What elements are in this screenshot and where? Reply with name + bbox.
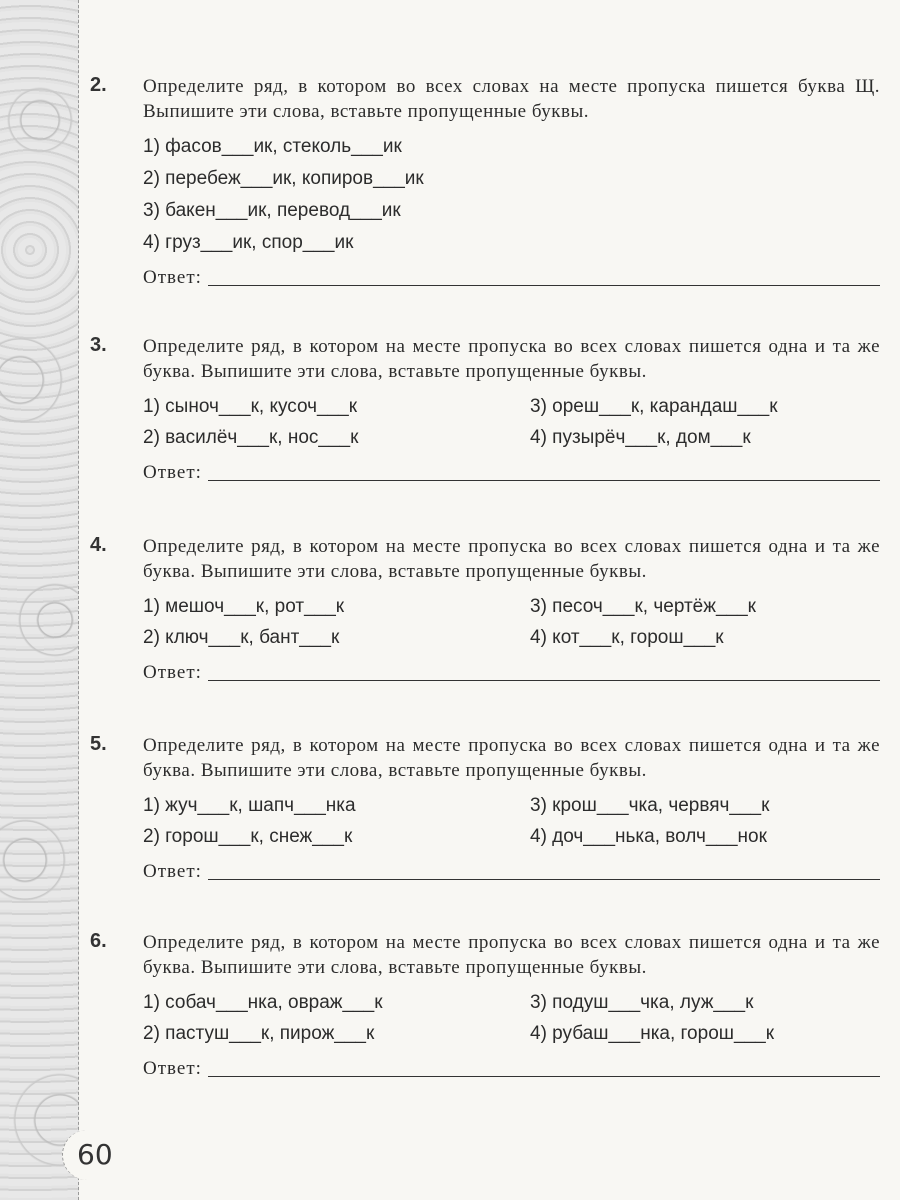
answer-line[interactable] [208,1076,880,1077]
task-4 [90,534,880,684]
answer-line[interactable] [208,680,880,681]
option: 3) песоч___к, чертёж___к [530,596,756,617]
option: 4) пузырёч___к, дом___к [530,427,751,448]
task-number: 4. [90,534,107,556]
answer-line[interactable] [208,480,880,481]
option: 2) горош___к, снеж___к [143,826,353,847]
option: 4) кот___к, горош___к [530,627,724,648]
option: 1) сыноч___к, кусоч___к [143,396,358,417]
option: 4) груз___ик, спор___ик [143,232,354,253]
answer-field[interactable] [143,462,880,484]
decorative-swirl-border [0,0,79,1200]
options [143,990,880,1046]
option: 3) бакен___ик, перевод___ик [143,200,401,221]
task-question: Определите ряд, в котором на месте пропуска во всех словах пишется одна и та же буква. Выпишите эти слова, вставьте пропущенные буквы. [143,735,880,781]
options [143,394,880,450]
task-question: Определите ряд, в котором во всех словах на месте пропуска пишется буква Щ. Выпишите эти слова, вставьте пропущенные буквы. [143,76,880,122]
task-number: 2. [90,74,107,96]
option: 2) перебеж___ик, копиров___ик [143,168,424,189]
answer-field[interactable] [143,267,880,289]
task-2 [90,74,880,289]
option: 1) фасов___ик, стеколь___ик [143,136,402,157]
task-question: Определите ряд, в котором на месте пропуска во всех словах пишется одна и та же буква. Выпишите эти слова, вставьте пропущенные буквы. [143,536,880,582]
page-number: 60 [62,1130,122,1180]
answer-field[interactable] [143,662,880,684]
task-number: 5. [90,733,107,755]
answer-label: Ответ: [143,462,202,483]
option: 4) доч___нька, волч___нок [530,826,767,847]
option: 3) подуш___чка, луж___к [530,992,754,1013]
task-number: 6. [90,930,107,952]
task-question: Определите ряд, в котором на месте пропуска во всех словах пишется одна и та же буква. Выпишите эти слова, вставьте пропущенные буквы. [143,336,880,382]
answer-field[interactable] [143,861,880,883]
option: 4) рубаш___нка, горош___к [530,1023,775,1044]
option: 2) пастуш___к, пирож___к [143,1023,375,1044]
option: 1) жуч___к, шапч___нка [143,795,356,816]
task-6 [90,930,880,1080]
options [143,134,880,255]
options [143,793,880,849]
options [143,594,880,650]
answer-line[interactable] [208,285,880,286]
answer-label: Ответ: [143,861,202,882]
answer-label: Ответ: [143,662,202,683]
answer-label: Ответ: [143,1058,202,1079]
answer-field[interactable] [143,1058,880,1080]
task-3 [90,334,880,484]
option: 2) ключ___к, бант___к [143,627,340,648]
task-number: 3. [90,334,107,356]
option: 3) ореш___к, карандаш___к [530,396,778,417]
task-question: Определите ряд, в котором на месте пропуска во всех словах пишется одна и та же буква. Выпишите эти слова, вставьте пропущенные буквы. [143,932,880,978]
option: 1) собач___нка, овраж___к [143,992,383,1013]
answer-line[interactable] [208,879,880,880]
option: 3) крош___чка, червяч___к [530,795,770,816]
task-5 [90,733,880,883]
option: 2) василёч___к, нос___к [143,427,359,448]
answer-label: Ответ: [143,267,202,288]
option: 1) мешоч___к, рот___к [143,596,345,617]
